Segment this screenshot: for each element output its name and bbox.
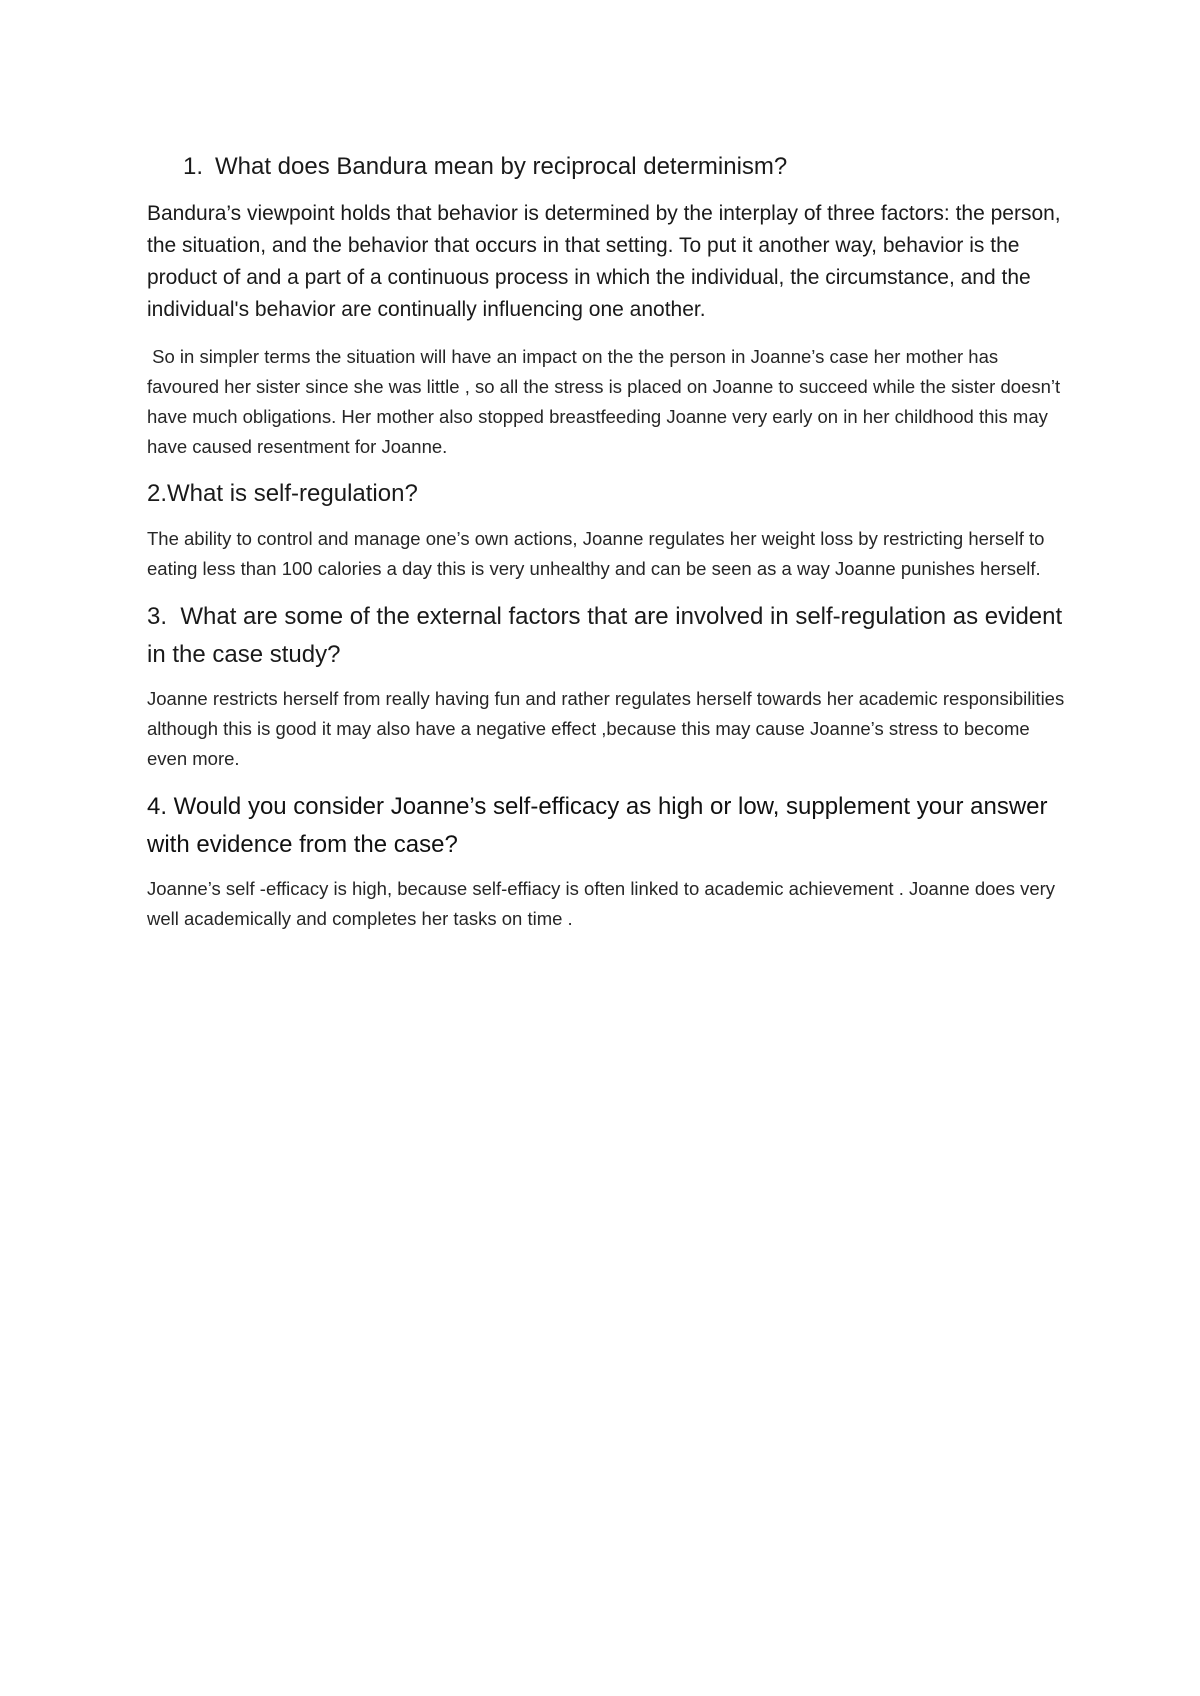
- question-1-heading: [147, 150, 1067, 184]
- question-1-text: What does Bandura mean by reciprocal determinism?: [215, 153, 788, 180]
- document-content: [147, 150, 1067, 948]
- question-2-heading: 2.What is self-regulation?: [147, 480, 418, 507]
- question-4-answer: Joanne’s self -efficacy is high, because self-effiacy is often linked to academic achievement . Joanne does very well academically and completes her tasks on time .: [147, 878, 1056, 929]
- question-3-answer: Joanne restricts herself from really having fun and rather regulates herself towards her academic responsibilities although this is good it may also have a negative effect ,because this may cause Joanne’s stress to become even more.: [147, 688, 1065, 769]
- question-2-answer: The ability to control and manage one’s own actions, Joanne regulates her weight loss by restricting herself to eating less than 100 calories a day this is very unhealthy and can be seen as a way Joanne punishes herself.: [147, 528, 1045, 579]
- question-3-heading: 3. What are some of the external factors that are involved in self-regulation as evident in the case study?: [147, 603, 1069, 668]
- question-1-number: 1.: [183, 153, 204, 180]
- question-4-heading: 4. Would you consider Joanne’s self-efficacy as high or low, supplement your answer with evidence from the case?: [147, 793, 1048, 858]
- question-1-answer-extra: So in simpler terms the situation will have an impact on the the person in Joanne’s case her mother has favoured her sister since she was little , so all the stress is placed on Joanne to succeed while the sister doesn’t have much obligations. Her mother also stopped breastfeeding Joanne very early on in her childhood this may have caused resentment for Joanne.: [147, 346, 1066, 457]
- question-1-answer-main: Bandura’s viewpoint holds that behavior is determined by the interplay of three factors: the person, the situation, and the behavior that occurs in that setting. To put it another way, behavior is the product of and a part of a continuous process in which the individual, the circumstance, and the individual's behavior are continually influencing one another.: [147, 202, 1061, 321]
